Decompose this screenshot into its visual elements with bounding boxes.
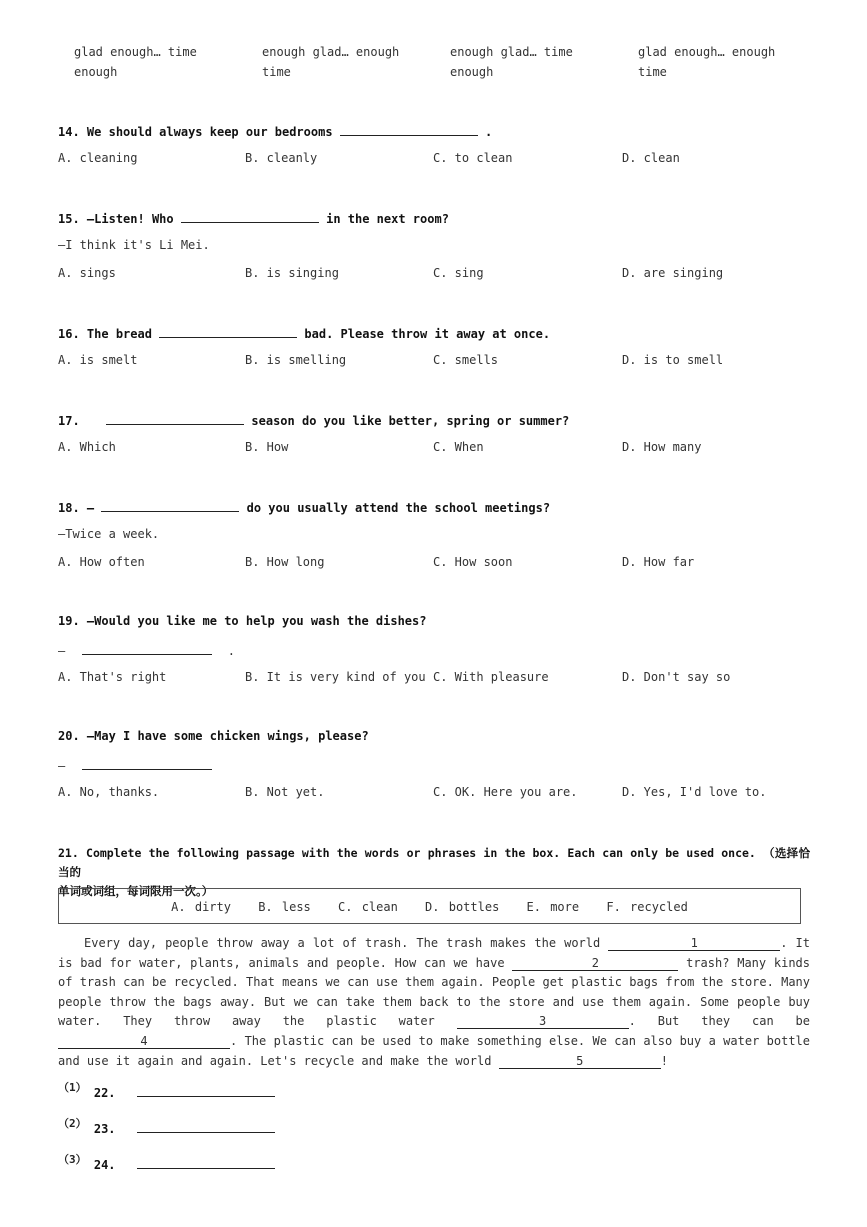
question-15	[58, 210, 449, 226]
sub-question-number: 24.	[93, 1158, 116, 1172]
answer-blank[interactable]	[82, 757, 212, 770]
instruction-line-1: Complete the following passage with the words or phrases in the box. Each can only be used once. （选择恰当的	[58, 846, 810, 879]
option-d[interactable]: D. Yes, I'd love to.	[622, 785, 767, 799]
sub-question-paren: （2）	[58, 1117, 87, 1130]
option-c[interactable]: C. to clean	[433, 151, 513, 165]
option-a[interactable]: A. cleaning	[58, 151, 138, 165]
option-a[interactable]: A. Which	[58, 440, 116, 454]
question-number: 17.	[58, 414, 80, 428]
question-text-after: do you usually attend the school meetings?	[246, 501, 551, 515]
option-d[interactable]: D. How far	[622, 555, 695, 569]
option-a[interactable]: A. is smelt	[58, 353, 138, 367]
question-text: —Listen! Who	[86, 212, 174, 226]
passage-text: !	[660, 1053, 668, 1068]
passage-blank-3[interactable]: 3	[457, 1014, 629, 1029]
word-box-item: A. dirty	[171, 900, 231, 914]
dialogue-dash: —	[58, 644, 66, 658]
instruction-line-2: 单词或词组，每词限用一次。）	[58, 884, 214, 898]
option-b[interactable]: B. cleanly	[245, 151, 318, 165]
passage-blank-2[interactable]: 2	[512, 956, 678, 971]
option-b[interactable]: B. It is very kind of you	[245, 670, 426, 684]
option-d[interactable]: D. is to smell	[622, 353, 724, 367]
sub-question-24	[58, 1153, 275, 1173]
passage-text: Every day, people throw away a lot of trash. The trash makes the world	[84, 936, 601, 950]
passage-text: . But they can be	[628, 1014, 810, 1029]
question-text-after: .	[485, 125, 493, 139]
option-c[interactable]: C. smells	[433, 353, 499, 367]
option-a[interactable]: A. How often	[58, 555, 145, 569]
word-box-item: D. bottles	[425, 900, 500, 914]
option-b[interactable]: B. How long	[245, 555, 325, 569]
question-number: 20.	[58, 729, 80, 743]
question-text: —Would you like me to help you wash the dishes?	[86, 614, 427, 628]
sub-question-number: 23.	[93, 1122, 116, 1136]
passage-text: . It is bad for water, plants, animals and people. How can we have	[58, 936, 810, 970]
answer-blank[interactable]	[340, 123, 478, 136]
option-a[interactable]: A. sings	[58, 266, 116, 280]
passage-blank-4[interactable]: 4	[58, 1034, 230, 1049]
option-b[interactable]: B. How	[245, 440, 289, 454]
option-c[interactable]: C. How soon	[433, 555, 513, 569]
option-c[interactable]: C. When	[433, 440, 484, 454]
dialogue-dash: —	[58, 759, 66, 773]
option-c[interactable]: C. With pleasure	[433, 670, 549, 684]
word-box-item: F. recycled	[606, 900, 688, 914]
word-box	[58, 888, 801, 924]
sub-question-paren: （1）	[58, 1081, 87, 1094]
option-b[interactable]: B. is smelling	[245, 353, 347, 367]
answer-line	[58, 642, 235, 658]
word-box-item: E. more	[526, 900, 580, 914]
option-c[interactable]: C. OK. Here you are.	[433, 785, 578, 799]
option-a[interactable]: A. No, thanks.	[58, 785, 160, 799]
question-17	[58, 412, 569, 428]
passage-blank-1[interactable]: 1	[608, 936, 780, 951]
option-c[interactable]: C. sing	[433, 266, 484, 280]
question-text: The bread	[86, 327, 152, 341]
answer-blank[interactable]	[101, 499, 239, 512]
answer-blank[interactable]	[159, 325, 297, 338]
question-14	[58, 123, 492, 139]
question-18	[58, 499, 550, 515]
question-number: 19.	[58, 614, 80, 628]
cloze-passage	[58, 934, 810, 1071]
question-text-after: in the next room?	[326, 212, 449, 226]
passage-text: . The plastic can be used to make something else. We can also buy a water bottle and use it again and again. Let's recycle and make the world	[58, 1033, 810, 1068]
question-19	[58, 614, 426, 628]
option-d[interactable]: D. are singing	[622, 266, 724, 280]
word-box-item: C. clean	[338, 900, 398, 914]
word-box-item: B. less	[258, 900, 311, 914]
option-d[interactable]: D. clean	[622, 151, 680, 165]
sub-question-22	[58, 1081, 275, 1101]
question-text-after: bad. Please throw it away at once.	[304, 327, 551, 341]
answer-period: .	[227, 644, 235, 658]
answer-line	[58, 757, 212, 773]
answer-blank[interactable]	[137, 1084, 275, 1097]
question-20	[58, 729, 369, 743]
passage-blank-5[interactable]: 5	[499, 1054, 661, 1069]
sub-question-23	[58, 1117, 275, 1137]
answer-blank[interactable]	[106, 412, 244, 425]
question-16	[58, 325, 550, 341]
question-text: —	[86, 501, 95, 515]
answer-blank[interactable]	[137, 1156, 275, 1169]
prev-option-a: glad enough… time enough	[74, 45, 197, 79]
prev-option-c: enough glad… time enough	[450, 45, 573, 79]
sub-question-number: 22.	[93, 1086, 116, 1100]
question-text-after: season do you like better, spring or summer?	[251, 414, 570, 428]
question-number: 18.	[58, 501, 80, 515]
question-text: —May I have some chicken wings, please?	[86, 729, 369, 743]
question-text: We should always keep our bedrooms	[86, 125, 333, 139]
option-b[interactable]: B. is singing	[245, 266, 339, 280]
question-number: 15.	[58, 212, 80, 226]
option-d[interactable]: D. Don't say so	[622, 670, 731, 684]
answer-blank[interactable]	[181, 210, 319, 223]
prev-option-d: glad enough… enough time	[638, 45, 776, 79]
question-number: 14.	[58, 125, 80, 139]
option-a[interactable]: A. That's right	[58, 670, 167, 684]
dialogue-reply: —I think it's Li Mei.	[58, 238, 210, 252]
answer-blank[interactable]	[137, 1120, 275, 1133]
dialogue-reply: —Twice a week.	[58, 527, 160, 541]
question-number: 16.	[58, 327, 80, 341]
option-d[interactable]: D. How many	[622, 440, 702, 454]
option-b[interactable]: B. Not yet.	[245, 785, 325, 799]
passage-text: trash? Many kinds of trash can be recycled. That means we can use them again. People get plastic bags from the store. Many people throw the bags away. But we can take them back to the store and use them again. Some people buy water. They throw away the plastic water	[58, 955, 810, 1029]
sub-question-paren: （3）	[58, 1153, 87, 1166]
prev-option-b: enough glad… enough time	[262, 45, 400, 79]
answer-blank[interactable]	[82, 642, 212, 655]
question-number: 21.	[58, 846, 79, 860]
